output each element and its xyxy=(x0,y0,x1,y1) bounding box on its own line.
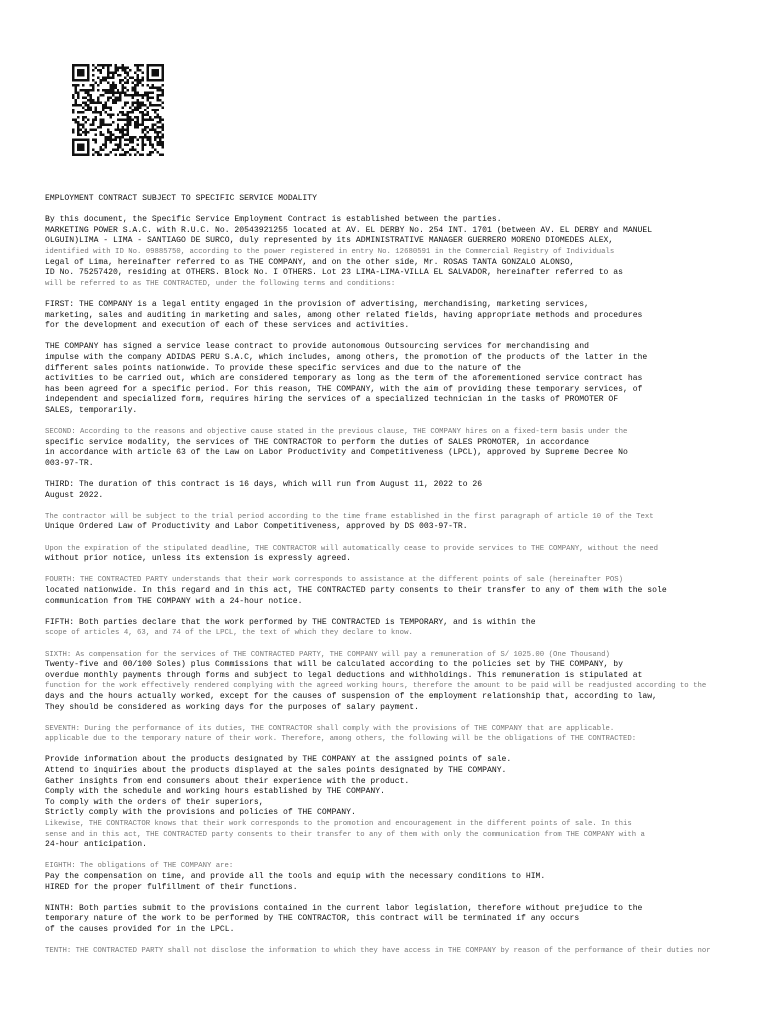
paragraph-gap xyxy=(45,745,737,756)
text-line: activities to be carried out, which are considered temporary as long as the term of the aforementioned service contract has xyxy=(45,374,643,384)
contract-document xyxy=(45,194,737,957)
text-line: EMPLOYMENT CONTRACT SUBJECT TO SPECIFIC SERVICE MODALITY xyxy=(45,194,317,203)
text-line: overdue monthly payments through forms and subject to legal deductions and withholdings. This remuneration is stipulated at xyxy=(45,670,643,680)
paragraph-gap xyxy=(45,893,737,904)
paragraph xyxy=(45,300,737,332)
text-line: in accordance with article 63 of the Law on Labor Productivity and Competitiveness (LPCL), approved by Supreme Decree No xyxy=(45,448,628,458)
text-line: By this document, the Specific Service Employment Contract is established between the parties. xyxy=(45,215,502,225)
paragraph xyxy=(45,427,737,469)
paragraph xyxy=(45,342,737,416)
text-line: function for the work effectively rendered complying with the agreed working hours, therefore the amount to be paid will be readjusted according to the xyxy=(45,682,707,691)
text-line: SIXTH: As compensation for the services of THE CONTRACTED PARTY, THE COMPANY will pay a remuneration of S/ 1025.00 (One Thousand) xyxy=(45,650,610,659)
text-line: different sales points nationwide. To provide these specific services and due to the nature of the xyxy=(45,363,521,373)
paragraph xyxy=(45,215,737,289)
paragraph xyxy=(45,618,737,639)
text-line: The contractor will be subject to the trial period according to the time frame established in the first paragraph of article 10 of the Text xyxy=(45,512,654,521)
text-line: EIGHTH: The obligations of THE COMPANY are: xyxy=(45,862,234,871)
text-line: independent and specialized form, requires hiring the services of a specialized technician in the tasks of PROMOTER OF xyxy=(45,395,619,405)
text-line: 24-hour anticipation. xyxy=(45,840,147,850)
text-line: Unique Ordered Law of Productivity and Labor Competitiveness, approved by DS 003-97-TR. xyxy=(45,522,468,532)
text-line: They should be considered as working days for the purposes of salary payment. xyxy=(45,702,419,712)
text-line: ID No. 75257420, residing at OTHERS. Block No. I OTHERS. Lot 23 LIMA-LIMA-VILLA EL SALVADOR, hereinafter referred to as xyxy=(45,268,623,278)
text-line: for the development and execution of each of these services and activities. xyxy=(45,321,410,331)
text-line: temporary nature of the work to be performed by THE CONTRACTOR, this contract will be terminated if any occurs xyxy=(45,914,580,924)
paragraph-gap xyxy=(45,713,737,724)
paragraph xyxy=(45,946,737,957)
text-line: Legal of Lima, hereinafter referred to as THE COMPANY, and on the other side, Mr. ROSAS TANTA GONZALO ALONSO, xyxy=(45,257,575,267)
text-line: has been agreed for a specific period. For this reason, THE COMPANY, with the aim of providing these temporary services, of xyxy=(45,384,643,394)
paragraph xyxy=(45,861,737,893)
text-line: August 2022. xyxy=(45,490,104,500)
paragraph-gap xyxy=(45,416,737,427)
text-line: without prior notice, unless its extension is expressly agreed. xyxy=(45,554,351,564)
paragraph-gap xyxy=(45,289,737,300)
text-line: Provide information about the products designated by THE COMPANY at the assigned points of sale. xyxy=(45,755,512,765)
qr-code xyxy=(72,64,164,156)
text-line: communication from THE COMPANY with a 24-hour notice. xyxy=(45,596,303,606)
text-line: Pay the compensation on time, and provide all the tools and equip with the necessary conditions to HIM. xyxy=(45,872,546,881)
text-line: To comply with the orders of their superiors, xyxy=(45,797,264,807)
text-line: SALES, temporarily. xyxy=(45,405,138,415)
text-line: SEVENTH: During the performance of its duties, THE CONTRACTOR shall comply with the provisions of THE COMPANY that are applicable. xyxy=(45,724,615,733)
paragraph-gap xyxy=(45,469,737,480)
text-line: located nationwide. In this regard and in this act, THE CONTRACTED party consents to their transfer to any of them with the sole xyxy=(45,585,667,595)
text-line: 003-97-TR. xyxy=(45,458,94,468)
paragraph xyxy=(45,194,737,205)
paragraph xyxy=(45,480,737,501)
text-line: Strictly comply with the provisions and policies of THE COMPANY. xyxy=(45,808,356,818)
paragraph-gap xyxy=(45,851,737,862)
paragraph xyxy=(45,904,737,936)
text-line: THE COMPANY has signed a service lease contract to provide autonomous Outsourcing services for merchandising and xyxy=(45,342,589,352)
text-line: days and the hours actually worked, except for the causes of suspension of the employment relationship that, according to law, xyxy=(45,691,657,701)
paragraph xyxy=(45,650,737,714)
text-line: FIRST: THE COMPANY is a legal entity engaged in the provision of advertising, merchandising, marketing services, xyxy=(45,299,589,309)
paragraph xyxy=(45,575,737,607)
paragraph-gap xyxy=(45,565,737,576)
text-line: Likewise, THE CONTRACTOR knows that their work corresponds to the promotion and encouragement in the different points of sale. In this xyxy=(45,820,632,829)
text-line: Twenty-five and 00/100 Soles) plus Commissions that will be calculated according to the policies set by THE COMPANY, by xyxy=(45,660,623,670)
text-line: will be referred to as THE CONTRACTED, under the following terms and conditions: xyxy=(45,279,396,288)
text-line: SECOND: According to the reasons and objective cause stated in the previous clause, THE COMPANY hires on a fixed-term basis under the xyxy=(45,428,628,437)
text-line: FOURTH: THE CONTRACTED PARTY understands that their work corresponds to assistance at the different points of sale (hereinafter POS) xyxy=(45,576,624,585)
text-line: THIRD: The duration of this contract is 16 days, which will run from August 11, 2022 to 26 xyxy=(45,480,483,490)
paragraph-gap xyxy=(45,936,737,947)
text-line: sense and in this act, THE CONTRACTED party consents to their transfer to any of them with only the communication from THE COMPANY with a xyxy=(45,830,645,839)
paragraph xyxy=(45,724,737,745)
text-line: Attend to inquiries about the products displayed at the sales points designated by THE COMPANY. xyxy=(45,766,507,776)
text-line: identified with ID No. 09885750, according to the power registered in entry No. 12680591 in the Commercial Registry of Individuals xyxy=(45,247,615,256)
paragraph-gap xyxy=(45,533,737,544)
text-line: of the causes provided for in the LPCL. xyxy=(45,924,235,934)
text-line: impulse with the company ADIDAS PERU S.A.C, which includes, among others, the promotion of the products of the latter in the xyxy=(45,352,648,362)
paragraph xyxy=(45,755,737,850)
paragraph xyxy=(45,512,737,533)
text-line: scope of articles 4, 63, and 74 of the LPCL, the text of which they declare to know. xyxy=(45,629,413,638)
text-line: FIFTH: Both parties declare that the work performed by THE CONTRACTED is TEMPORARY, and is within the xyxy=(45,617,536,627)
text-line: applicable due to the temporary nature of their work. Therefore, among others, the following will be the obligations of THE CONTRACTED: xyxy=(45,735,637,744)
paragraph-gap xyxy=(45,501,737,512)
text-line: HIRED for the proper fulfillment of their functions. xyxy=(45,882,298,892)
paragraph-gap xyxy=(45,205,737,216)
text-line: Upon the expiration of the stipulated deadline, THE CONTRACTOR will automatically cease to provide services to THE COMPANY, without the need xyxy=(45,544,659,553)
text-line: specific service modality, the services of THE CONTRACTOR to perform the duties of SALES PROMOTER, in accordance xyxy=(45,437,589,447)
paragraph-gap xyxy=(45,639,737,650)
text-line: TENTH: THE CONTRACTED PARTY shall not disclose the information to which they have access in THE COMPANY by reason of the performance of their duties nor xyxy=(45,947,711,956)
text-line: Comply with the schedule and working hours established by THE COMPANY. xyxy=(45,787,385,797)
text-line: Gather insights from end consumers about their experience with the product. xyxy=(45,776,410,786)
paragraph xyxy=(45,544,737,565)
paragraph-gap xyxy=(45,332,737,343)
paragraph-gap xyxy=(45,607,737,618)
text-line: OLGUIN)LIMA - LIMA - SANTIAGO DE SURCO, duly represented by its ADMINISTRATIVE MANAGER GUERRERO MORENO DIOMEDES ALEX, xyxy=(45,236,614,246)
text-line: MARKETING POWER S.A.C. with R.U.C. No. 20543921255 located at AV. EL DERBY No. 254 INT. 1701 (between AV. EL DERBY and MANUEL xyxy=(45,225,653,235)
text-line: marketing, sales and auditing in marketing and sales, among other related fields, having appropriate methods and procedures xyxy=(45,310,643,320)
text-line: NINTH: Both parties submit to the provisions contained in the current labor legislation, therefore without prejudice to the xyxy=(45,903,643,913)
